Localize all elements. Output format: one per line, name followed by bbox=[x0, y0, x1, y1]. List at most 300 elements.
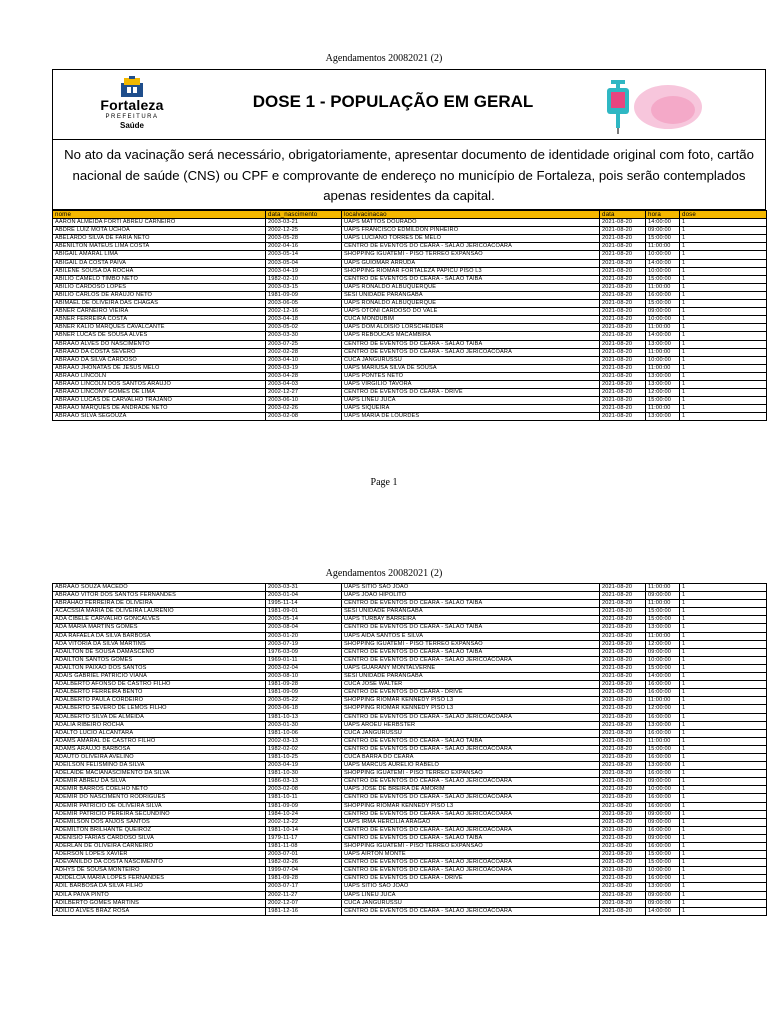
table-cell: ADAILTON PAIXAO DOS SANTOS bbox=[53, 664, 266, 672]
table-cell: 1995-11-14 bbox=[266, 600, 342, 608]
table-cell: 09:00:00 bbox=[646, 899, 680, 907]
table-cell: 1 bbox=[680, 843, 767, 851]
table-cell: AARON ALMEIDA FORTI ABREU CARNEIRO bbox=[53, 219, 266, 227]
table-cell: 1981-09-09 bbox=[266, 291, 342, 299]
table-cell: 1 bbox=[680, 656, 767, 664]
table-cell: 2003-04-19 bbox=[266, 762, 342, 770]
table-cell: ADA RAFAELA DA SILVA BARBOSA bbox=[53, 632, 266, 640]
table-cell: 1 bbox=[680, 867, 767, 875]
table-cell: SHOPPING RIOMAR KENNEDY PISO L3 bbox=[342, 802, 600, 810]
table-cell: 2021-08-20 bbox=[600, 673, 646, 681]
table-cell: 13:00:00 bbox=[646, 372, 680, 380]
table-cell: ADAILTON SANTOS GOMES bbox=[53, 656, 266, 664]
table-cell: 1982-02-02 bbox=[266, 745, 342, 753]
table-cell: 14:00:00 bbox=[646, 259, 680, 267]
table-cell: 2003-02-08 bbox=[266, 786, 342, 794]
table-cell: 12:00:00 bbox=[646, 705, 680, 713]
table-cell: 2003-07-25 bbox=[266, 340, 342, 348]
table-cell: ABELARDO SILVA DE FARIA NETO bbox=[53, 235, 266, 243]
table-cell: 12:00:00 bbox=[646, 640, 680, 648]
table-cell: 1 bbox=[680, 372, 767, 380]
table-row bbox=[53, 826, 767, 834]
column-header: data_nascimento bbox=[266, 211, 342, 219]
table-row bbox=[53, 786, 767, 794]
table-cell: ADALBERTO SILVA DE ALMEIDA bbox=[53, 713, 266, 721]
table-cell: 15:00:00 bbox=[646, 608, 680, 616]
table-cell: 2021-08-20 bbox=[600, 681, 646, 689]
table-row bbox=[53, 794, 767, 802]
table-cell: UAPS SITIO SAO JOAO bbox=[342, 584, 600, 592]
table-cell: 12:00:00 bbox=[646, 389, 680, 397]
table-cell: 15:00:00 bbox=[646, 859, 680, 867]
table-row bbox=[53, 632, 767, 640]
table-cell: 2021-08-20 bbox=[600, 802, 646, 810]
table-cell: 2003-03-15 bbox=[266, 283, 342, 291]
table-cell: CENTRO DE EVENTOS DO CEARA - SALAO JERICOACOARA bbox=[342, 810, 600, 818]
table-cell: 2002-02-28 bbox=[266, 348, 342, 356]
table-cell: 2003-02-08 bbox=[266, 413, 342, 421]
table-cell: UAPS MARCUS AURELIO RABELO bbox=[342, 762, 600, 770]
table-cell: 2002-12-16 bbox=[266, 308, 342, 316]
table-row bbox=[53, 859, 767, 867]
table-cell: 15:00:00 bbox=[646, 851, 680, 859]
table-cell: 2021-08-20 bbox=[600, 348, 646, 356]
table-cell: 13:00:00 bbox=[646, 762, 680, 770]
table-cell: ABNER LUCAS DE SOUSA ALVES bbox=[53, 332, 266, 340]
table-cell: 2021-08-20 bbox=[600, 859, 646, 867]
table-cell: 14:00:00 bbox=[646, 219, 680, 227]
table-row bbox=[53, 891, 767, 899]
table-cell: 16:00:00 bbox=[646, 843, 680, 851]
table-cell: ADIL BARBOSA DA SILVA FILHO bbox=[53, 883, 266, 891]
table-cell: CENTRO DE EVENTOS DO CEARA - DRIVE bbox=[342, 689, 600, 697]
table-row bbox=[53, 713, 767, 721]
table-cell: ADILBERTO GOMES MARTINS bbox=[53, 899, 266, 907]
table-cell: UAPS AROEU HERBSTER bbox=[342, 721, 600, 729]
table-cell: ADA CIBELE CARVALHO GONCALVES bbox=[53, 616, 266, 624]
table-cell: 16:00:00 bbox=[646, 291, 680, 299]
table-cell: 1 bbox=[680, 770, 767, 778]
table-row bbox=[53, 300, 767, 308]
table-cell: 1 bbox=[680, 673, 767, 681]
table-cell: 11:00:00 bbox=[646, 737, 680, 745]
table-cell: CENTRO DE EVENTOS DO CEARA - SALAO JERICOACOARA bbox=[342, 907, 600, 915]
table-cell: 1 bbox=[680, 729, 767, 737]
table-cell: 2003-07-17 bbox=[266, 883, 342, 891]
table-cell: 2003-06-05 bbox=[266, 300, 342, 308]
table-cell: 2003-05-14 bbox=[266, 616, 342, 624]
table-cell: ADA MARIA MARTINS GOMES bbox=[53, 624, 266, 632]
table-cell: 16:00:00 bbox=[646, 713, 680, 721]
table-cell: ADEMIR PATRICIO DE OLIVEIRA SILVA bbox=[53, 802, 266, 810]
table-row bbox=[53, 308, 767, 316]
table-cell: 1 bbox=[680, 380, 767, 388]
table-cell: 13:00:00 bbox=[646, 380, 680, 388]
table-cell: 2021-08-20 bbox=[600, 745, 646, 753]
table-cell: CENTRO DE EVENTOS DO CEARA - SALAO TAIBA bbox=[342, 648, 600, 656]
table-row bbox=[53, 219, 767, 227]
table-cell: 2003-04-18 bbox=[266, 316, 342, 324]
table-cell: 2003-02-04 bbox=[266, 664, 342, 672]
table-cell: CENTRO DE EVENTOS DO CEARA - SALAO JERICOACOARA bbox=[342, 867, 600, 875]
table-cell: 1 bbox=[680, 356, 767, 364]
table-cell: 2003-05-14 bbox=[266, 251, 342, 259]
table-cell: CENTRO DE EVENTOS DO CEARA - SALAO JERICOACOARA bbox=[342, 778, 600, 786]
column-header: localvacinacao bbox=[342, 211, 600, 219]
table-cell: 1 bbox=[680, 584, 767, 592]
table-cell: 13:00:00 bbox=[646, 624, 680, 632]
table-cell: 2003-05-04 bbox=[266, 259, 342, 267]
table-cell: 2002-12-27 bbox=[266, 389, 342, 397]
table-cell: 09:00:00 bbox=[646, 834, 680, 842]
table-row bbox=[53, 283, 767, 291]
table-cell: ADAMS ARAUJO BARBOSA bbox=[53, 745, 266, 753]
table-cell: 1981-09-01 bbox=[266, 608, 342, 616]
table-cell: UAPS IRMA HERCILIA ARAGAO bbox=[342, 818, 600, 826]
table-cell: ADALBERTO AFONSO DE CASTRO FILHO bbox=[53, 681, 266, 689]
table-cell: SESI UNIDADE PARANGABA bbox=[342, 673, 600, 681]
table-row bbox=[53, 275, 767, 283]
table-cell: 1 bbox=[680, 397, 767, 405]
table-cell: UAPS GUIOMAR ARRUDA bbox=[342, 259, 600, 267]
table-cell: SESI UNIDADE PARANGABA bbox=[342, 608, 600, 616]
table-cell: ABRAAO DA SILVA CARDOSO bbox=[53, 356, 266, 364]
table-cell: 2021-08-20 bbox=[600, 308, 646, 316]
table-cell: CENTRO DE EVENTOS DO CEARA - SALAO JERICOACOARA bbox=[342, 826, 600, 834]
table-cell: 2003-01-20 bbox=[266, 632, 342, 640]
table-cell: 09:00:00 bbox=[646, 308, 680, 316]
table-row bbox=[53, 705, 767, 713]
table-cell: ADELAIDE MACIANASCIMENTO DA SILVA bbox=[53, 770, 266, 778]
table-cell: 2021-08-20 bbox=[600, 786, 646, 794]
table-cell: 1 bbox=[680, 883, 767, 891]
table-cell: 15:00:00 bbox=[646, 664, 680, 672]
table-cell: 2021-08-20 bbox=[600, 592, 646, 600]
table-cell: 2021-08-20 bbox=[600, 316, 646, 324]
table-row bbox=[53, 348, 767, 356]
table-cell: ADEMILTON BRILHANTE QUEIROZ bbox=[53, 826, 266, 834]
table-cell: 2021-08-20 bbox=[600, 632, 646, 640]
page-header-1: Agendamentos 20082021 (2) bbox=[325, 53, 443, 64]
table-cell: 2021-08-20 bbox=[600, 810, 646, 818]
table-row bbox=[53, 762, 767, 770]
table-cell: 1999-07-04 bbox=[266, 867, 342, 875]
table-cell: 13:00:00 bbox=[646, 413, 680, 421]
table-cell: 1 bbox=[680, 624, 767, 632]
table-cell: CENTRO DE EVENTOS DO CEARA - SALAO JERICOACOARA bbox=[342, 348, 600, 356]
table-cell: 2003-07-01 bbox=[266, 851, 342, 859]
table-cell: 2003-07-19 bbox=[266, 640, 342, 648]
table-cell: 1 bbox=[680, 859, 767, 867]
table-cell: ABRAHAO FERREIRA DE OLIVEIRA bbox=[53, 600, 266, 608]
table-cell: 2021-08-20 bbox=[600, 656, 646, 664]
table-cell: UAPS RONALDO ALBUQUERQUE bbox=[342, 283, 600, 291]
table-cell: CENTRO DE EVENTOS DO CEARA - SALAO TAIBA bbox=[342, 340, 600, 348]
table-cell: ABILENE SOUSA DA ROCHA bbox=[53, 267, 266, 275]
table-cell: 1 bbox=[680, 891, 767, 899]
table-cell: ADEMILSON DOS ANJOS SANTOS bbox=[53, 818, 266, 826]
table-cell: CENTRO DE EVENTOS DO CEARA - SALAO JERICOACOARA bbox=[342, 243, 600, 251]
table-row bbox=[53, 243, 767, 251]
table-cell: 1982-02-10 bbox=[266, 275, 342, 283]
table-row bbox=[53, 584, 767, 592]
table-cell: ADAIS GABRIEL PATRICIO VIANA bbox=[53, 673, 266, 681]
table-cell: 2003-04-28 bbox=[266, 372, 342, 380]
logo-city: Fortaleza bbox=[100, 97, 164, 113]
table-cell: ADIDELCIA MARIA LOPES FERNANDES bbox=[53, 875, 266, 883]
table-cell: 2021-08-20 bbox=[600, 405, 646, 413]
table-cell: 2021-08-20 bbox=[600, 389, 646, 397]
table-cell: 10:00:00 bbox=[646, 656, 680, 664]
table-cell: UAPS MATTOS DOURADO bbox=[342, 219, 600, 227]
table-cell: UAPS SIQUEIRA bbox=[342, 405, 600, 413]
table-cell: 2003-05-22 bbox=[266, 697, 342, 705]
table-row bbox=[53, 600, 767, 608]
appointments-table-2 bbox=[52, 583, 767, 916]
table-row bbox=[53, 340, 767, 348]
table-row bbox=[53, 689, 767, 697]
table-cell: 1 bbox=[680, 291, 767, 299]
page-header-2: Agendamentos 20082021 (2) bbox=[325, 568, 443, 579]
table-cell: SHOPPING IGUATEMI - PISO TERREO EXPANSAO bbox=[342, 770, 600, 778]
table-row bbox=[53, 843, 767, 851]
table-row bbox=[53, 656, 767, 664]
table-cell: 16:00:00 bbox=[646, 753, 680, 761]
table-cell: ABRAAO DA COSTA SEVERO bbox=[53, 348, 266, 356]
table-cell: UAPS LINEU JUCA bbox=[342, 397, 600, 405]
table-cell: ADALIA RIBEIRO ROCHA bbox=[53, 721, 266, 729]
table-row bbox=[53, 899, 767, 907]
table-cell: 1 bbox=[680, 786, 767, 794]
table-cell: SHOPPING RIOMAR KENNEDY PISO L3 bbox=[342, 705, 600, 713]
table-cell: 2003-03-31 bbox=[266, 584, 342, 592]
table-cell: ADEILSON FELISMINO DA SILVA bbox=[53, 762, 266, 770]
table-cell: 1 bbox=[680, 810, 767, 818]
table-cell: 1 bbox=[680, 227, 767, 235]
table-cell: 10:00:00 bbox=[646, 251, 680, 259]
table-cell: 2003-05-02 bbox=[266, 324, 342, 332]
table-cell: 16:00:00 bbox=[646, 875, 680, 883]
table-row bbox=[53, 834, 767, 842]
table-cell: 1 bbox=[680, 251, 767, 259]
table-cell: 2002-12-07 bbox=[266, 899, 342, 907]
table-cell: 14:00:00 bbox=[646, 907, 680, 915]
table-cell: 2021-08-20 bbox=[600, 251, 646, 259]
table-cell: 09:00:00 bbox=[646, 227, 680, 235]
table-cell: ABRAAO SILVA SEGOUZA bbox=[53, 413, 266, 421]
table-cell: 2021-08-20 bbox=[600, 324, 646, 332]
table-cell: 1 bbox=[680, 762, 767, 770]
table-row bbox=[53, 875, 767, 883]
table-cell: 14:00:00 bbox=[646, 332, 680, 340]
table-cell: 1 bbox=[680, 681, 767, 689]
table-cell: UAPS VIRGILIO TAVORA bbox=[342, 380, 600, 388]
table-cell: 1 bbox=[680, 235, 767, 243]
table-row bbox=[53, 413, 767, 421]
table-row bbox=[53, 267, 767, 275]
table-cell: 2021-08-20 bbox=[600, 640, 646, 648]
table-row bbox=[53, 405, 767, 413]
table-cell: 13:00:00 bbox=[646, 883, 680, 891]
table-cell: ADA VITORIA DA SILVA MARTINS bbox=[53, 640, 266, 648]
table-cell: 1984-10-24 bbox=[266, 810, 342, 818]
table-row bbox=[53, 608, 767, 616]
table-cell: ABILIO CARDOSO LOPES bbox=[53, 283, 266, 291]
table-cell: CUCA JANGURUSSU bbox=[342, 729, 600, 737]
table-cell: 1 bbox=[680, 851, 767, 859]
table-cell: ABNER KALIO MARQUES CAVALCANTE bbox=[53, 324, 266, 332]
table-cell: CENTRO DE EVENTOS DO CEARA - SALAO TAIBA bbox=[342, 737, 600, 745]
table-cell: CENTRO DE EVENTOS DO CEARA - DRIVE bbox=[342, 389, 600, 397]
table-cell: 1982-02-26 bbox=[266, 859, 342, 867]
table-cell: CENTRO DE EVENTOS DO CEARA - DRIVE bbox=[342, 875, 600, 883]
table-cell: 09:00:00 bbox=[646, 810, 680, 818]
table-cell: 16:00:00 bbox=[646, 770, 680, 778]
table-cell: 15:00:00 bbox=[646, 300, 680, 308]
table-cell: 2021-08-20 bbox=[600, 778, 646, 786]
table-body-2 bbox=[53, 584, 767, 916]
crest-icon bbox=[118, 76, 146, 98]
table-row bbox=[53, 851, 767, 859]
table-cell: ADILIO ALVES BRAZ ROSA bbox=[53, 907, 266, 915]
table-row bbox=[53, 883, 767, 891]
table-cell: ADALBERTO FERREIRA BENTO bbox=[53, 689, 266, 697]
table-cell: UAPS FRANCISCO EDMILDON PINHEIRO bbox=[342, 227, 600, 235]
table-cell: SHOPPING RIOMAR FORTALEZA PAPICU PISO L3 bbox=[342, 267, 600, 275]
table-cell: 2021-08-20 bbox=[600, 753, 646, 761]
table-cell: 2021-08-20 bbox=[600, 770, 646, 778]
table-cell: 1 bbox=[680, 753, 767, 761]
table-cell: UAPS OTONI CARDOSO DO VALE bbox=[342, 308, 600, 316]
table-cell: 2003-03-21 bbox=[266, 219, 342, 227]
table-cell: CENTRO DE EVENTOS DO CEARA - SALAO TAIBA bbox=[342, 834, 600, 842]
table-cell: CENTRO DE EVENTOS DO CEARA - SALAO TAIBA bbox=[342, 275, 600, 283]
table-row bbox=[53, 664, 767, 672]
column-header: hora bbox=[646, 211, 680, 219]
table-cell: CENTRO DE EVENTOS DO CEARA - SALAO JERICOACOARA bbox=[342, 794, 600, 802]
table-cell: 1 bbox=[680, 802, 767, 810]
table-cell: 11:00:00 bbox=[646, 348, 680, 356]
table-cell: ABRAAO JHONATAS DE JESUS MELO bbox=[53, 364, 266, 372]
table-row bbox=[53, 616, 767, 624]
table-cell: 10:00:00 bbox=[646, 867, 680, 875]
table-cell: 2003-06-10 bbox=[266, 397, 342, 405]
table-cell: 2021-08-20 bbox=[600, 664, 646, 672]
table-cell: 2003-04-10 bbox=[266, 356, 342, 364]
table-cell: ADAILTON DE SOUSA DAMASCENO bbox=[53, 648, 266, 656]
table-cell: ABNER FERREIRA COSTA bbox=[53, 316, 266, 324]
table-row bbox=[53, 259, 767, 267]
table-cell: 1 bbox=[680, 826, 767, 834]
table-cell: 1 bbox=[680, 364, 767, 372]
table-cell: SESI UNIDADE PARANGABA bbox=[342, 291, 600, 299]
table-cell: 1 bbox=[680, 413, 767, 421]
page-footer-1: Page 1 bbox=[370, 477, 398, 488]
table-cell: ABIGAIL AMARAL LIMA bbox=[53, 251, 266, 259]
table-cell: ADEMIR PATRICIO PEREIRA SECUNDINO bbox=[53, 810, 266, 818]
table-cell: 1 bbox=[680, 899, 767, 907]
table-cell: CUCA JOSE WALTER bbox=[342, 681, 600, 689]
table-cell: 2021-08-20 bbox=[600, 843, 646, 851]
table-cell: ADERLAN DE OLIVEIRA CARNEIRO bbox=[53, 843, 266, 851]
table-cell: 2021-08-20 bbox=[600, 584, 646, 592]
table-cell: 2021-08-20 bbox=[600, 267, 646, 275]
table-row bbox=[53, 729, 767, 737]
table-row bbox=[53, 721, 767, 729]
table-row bbox=[53, 753, 767, 761]
table-cell: 2021-08-20 bbox=[600, 235, 646, 243]
table-cell: 2002-03-13 bbox=[266, 737, 342, 745]
table-cell: 2021-08-20 bbox=[600, 300, 646, 308]
table-cell: 1 bbox=[680, 332, 767, 340]
table-cell: 2003-08-04 bbox=[266, 624, 342, 632]
table-row bbox=[53, 810, 767, 818]
table-cell: 1981-12-16 bbox=[266, 907, 342, 915]
table-cell: 2021-08-20 bbox=[600, 413, 646, 421]
table-cell: 1 bbox=[680, 907, 767, 915]
table-cell: 15:00:00 bbox=[646, 275, 680, 283]
table-cell: SHOPPING RIOMAR KENNEDY PISO L3 bbox=[342, 697, 600, 705]
table-cell: 15:00:00 bbox=[646, 616, 680, 624]
table-cell: 1981-09-28 bbox=[266, 681, 342, 689]
table-cell: 1 bbox=[680, 243, 767, 251]
table-cell: CENTRO DE EVENTOS DO CEARA - SALAO TAIBA bbox=[342, 600, 600, 608]
table-row bbox=[53, 380, 767, 388]
table-cell: 2021-08-20 bbox=[600, 600, 646, 608]
table-cell: ADENISIO FARIAS CARDOSO SILVA bbox=[53, 834, 266, 842]
table-cell: 1 bbox=[680, 834, 767, 842]
table-cell: 1 bbox=[680, 721, 767, 729]
table-cell: ADERSON LOPES XAVIER bbox=[53, 851, 266, 859]
table-row bbox=[53, 681, 767, 689]
table-cell: 2021-08-20 bbox=[600, 721, 646, 729]
table-row bbox=[53, 332, 767, 340]
logo-prefeitura: PREFEITURA bbox=[105, 114, 159, 120]
table-row bbox=[53, 364, 767, 372]
table-cell: 09:00:00 bbox=[646, 778, 680, 786]
table-cell: 1 bbox=[680, 640, 767, 648]
table-cell: 2002-04-16 bbox=[266, 243, 342, 251]
table-cell: 2021-08-20 bbox=[600, 275, 646, 283]
table-cell: 11:00:00 bbox=[646, 584, 680, 592]
table-cell: 2021-08-20 bbox=[600, 737, 646, 745]
table-cell: ABRAAO ALVES DO NASCIMENTO bbox=[53, 340, 266, 348]
table-cell: ADILA PAIVA PINTO bbox=[53, 891, 266, 899]
table-cell: 1 bbox=[680, 324, 767, 332]
table-cell: 1981-11-08 bbox=[266, 843, 342, 851]
appointments-table-1 bbox=[52, 210, 767, 421]
table-cell: ABDRE LUIZ MOTA UCHOA bbox=[53, 227, 266, 235]
table-cell: CUCA BARRA DO CEARA bbox=[342, 753, 600, 761]
table-row bbox=[53, 802, 767, 810]
table-cell: 1 bbox=[680, 737, 767, 745]
table-cell: CUCA MONDUBIM bbox=[342, 316, 600, 324]
table-cell: ABRAAO SOUZA MACEDO bbox=[53, 584, 266, 592]
table-cell: 2003-03-30 bbox=[266, 332, 342, 340]
table-cell: UAPS DOM ALOISIO LORSCHEIDER bbox=[342, 324, 600, 332]
table-cell: 16:00:00 bbox=[646, 826, 680, 834]
fortaleza-logo bbox=[91, 76, 173, 136]
table-cell: 2021-08-20 bbox=[600, 834, 646, 842]
table-cell: 1 bbox=[680, 632, 767, 640]
table-row bbox=[53, 640, 767, 648]
table-cell: 1 bbox=[680, 348, 767, 356]
table-cell: 1969-01-11 bbox=[266, 656, 342, 664]
table-row bbox=[53, 316, 767, 324]
table-row bbox=[53, 907, 767, 915]
table-cell: 09:00:00 bbox=[646, 891, 680, 899]
table-header-row bbox=[53, 211, 767, 219]
